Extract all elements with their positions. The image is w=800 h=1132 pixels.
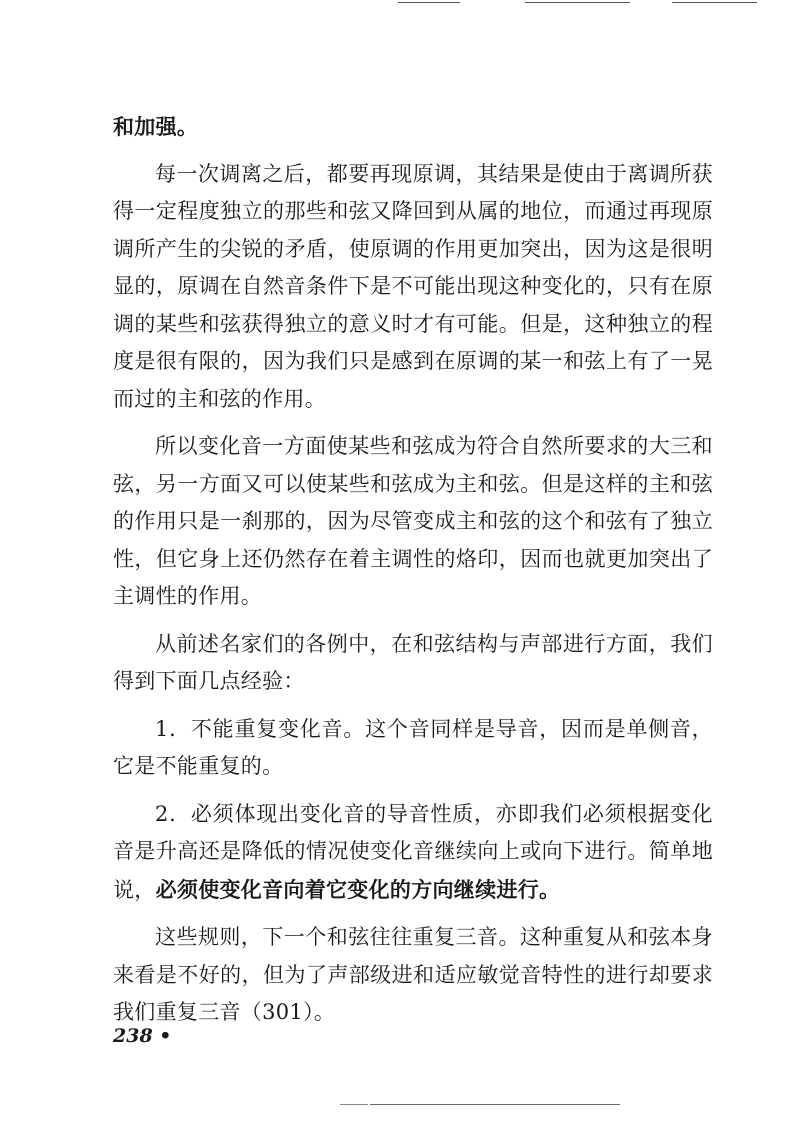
rule-item-2 [113,796,713,910]
rule-item-2-emphasis: 必须使变化音向着它变化的方向继续进行。 [155,876,561,902]
rule-item-1: 1．不能重复变化音。这个音同样是导音，因而是单侧音，它是不能重复的。 [113,716,713,778]
page-body [113,108,713,1032]
top-rule-middle [525,2,630,3]
paragraph-modulation-return: 每一次调离之后，都要再现原调，其结果是使由于离调所获得一定程度独立的那些和弦又降回到从属的地位，而通过再现原调所产生的尖锐的矛盾，使原调的作用更加突出，因为这是很明显的，原调在自然音条件下是不可能出现这种变化的，只有在原调的某些和弦获得独立的意义时才有可能。但是，这种独立的程度是很有限的，因为我们只是感到在原调的某一和弦上有了一晃而过的主和弦的作用。 [113,161,713,411]
paragraph-third-doubling: 这些规则，下一个和弦往往重复三音。这种重复从和弦本身来看是不好的，但为了声部级进和适应敏觉音特性的进行却要求我们重复三音（301）。 [113,925,713,1024]
bottom-rule-right [370,1104,620,1105]
top-rule-right [672,2,757,3]
paragraph-experience-intro: 从前述名家们的各例中，在和弦结构与声部进行方面，我们得到下面几点经验： [113,631,713,693]
rule-item-2-text: 2．必须体现出变化音的导音性质，亦即我们必须根据变化音是升高还是降低的情况使变化音继续向上或向下进行。简单地说， [113,801,713,902]
page-number: 238 • [113,1025,172,1047]
top-rule-left [398,2,460,3]
paragraph-altered-tones: 所以变化音一方面使某些和弦成为符合自然所要求的大三和弦，另一方面又可以使某些和弦成为主和弦。但是这样的主和弦的作用只是一刹那的，因为尽管变成主和弦的这个和弦有了独立性，但它身上还仍然存在着主调性的烙印，因而也就更加突出了主调性的作用。 [113,434,713,608]
paragraph-continuation: 和加强。 [113,114,199,139]
bottom-rule-left [340,1104,368,1105]
